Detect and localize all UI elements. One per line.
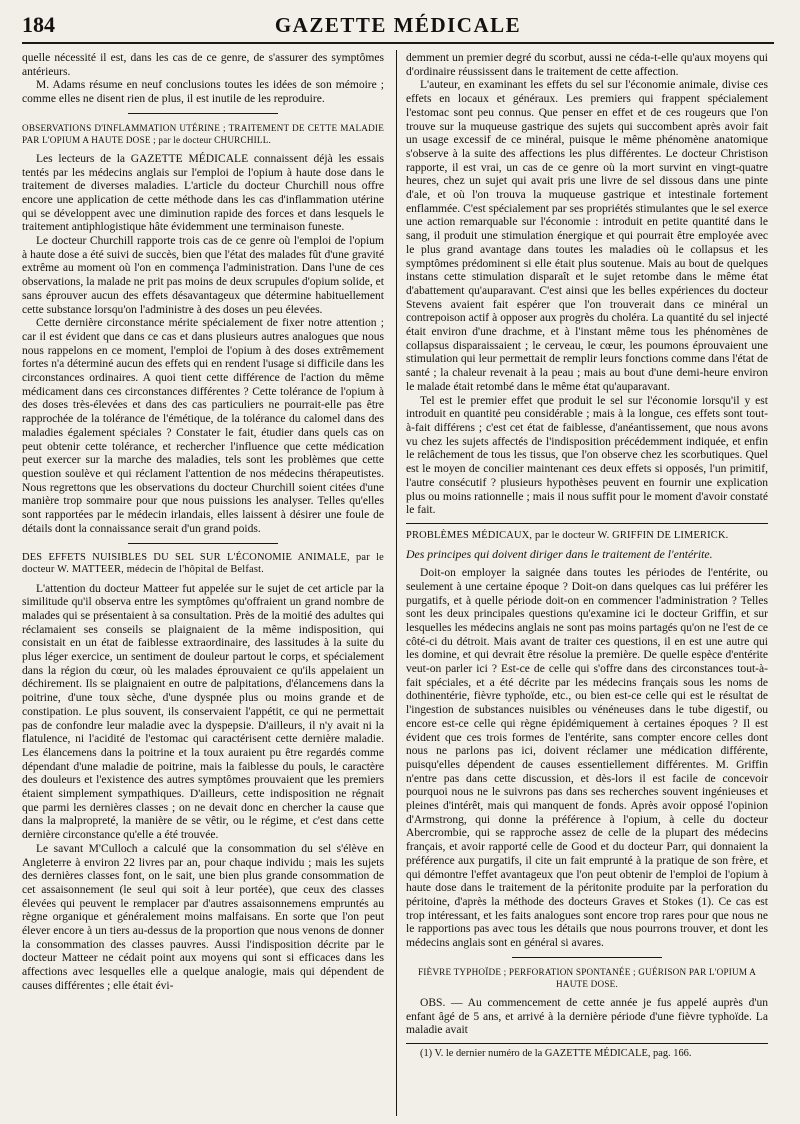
paragraph: L'auteur, en examinant les effets du sel sur l'économie animale, divise ces effets en locaux et généraux. Les premiers qui frappent spécialement l'estomac sont peu connus. Que penser en effet et de ces rougeurs que l'on trouve sur la muqueuse gastrique des sujets qui succombent après avoir fait un usage excessif de ce minéral, puisque le même phénomène anatomique s'observe à la suite des affections les plus différentes. Le docteur Christison rapporte, il est vrai, un cas de ce genre où la mort survint en vingt-quatre heures, chez un sujet qui avait pris une livre de sel dissous dans une pinte d'ale, et où l'on trouva la muqueuse gastrique et intestinale fortement enflammée. C'est spécialement par ses propriétés stimulantes que le sel exerce une action remarquable sur l'économie : introduit en petite quantité dans le sang, il produit une stimulation énergique et qui pourrait être employée avec le plus grand avantage dans toutes les maladies où le collapsus et les symptômes prédominent si elle était plus soutenue. Mais au bout de quelques instans cette stimulation disparaît et le sujet retombe dans le même état d'abattement qu'auparavant. C'est ainsi que les belles expériences du docteur Stevens avaient fait espérer que l'on trouverait dans ce minéral un contrepoison actif à opposer aux progrès du choléra. La quantité du sel injecté était environ d'une drachme, et à l'instant même tous les phénomènes de collapsus disparaissaient ; le cerveau, le cœur, les poumons éprouvaient une stimulation qui leur permettait de remplir leurs fonctions comme dans l'état de santé ; la chaleur revenait à la peau ; mais au bout d'une demi-heure environ le malade était retombé dans le même état qu'auparavant.: [406, 79, 768, 393]
left-column: [22, 52, 384, 1114]
paragraph: Doit-on employer la saignée dans toutes les périodes de l'entérite, ou seulement à une certaine époque ? Doit-on dans quelques cas lui préférer les purgatifs, et à quelle période doit-on en commencer l'administration ? Telles sont les deux principales questions qu'examine ici le docteur Griffin, et sur lesquelles les médecins anglais ne sont pas moins partagés qu'on ne l'est de ce côté-ci du détroit. Mais avant de traiter ces questions, il en est une autre qui les domine, et qui devrait être résolue la première. De quelle espèce d'entérite veut-on parler ici ? Est-ce de celle qui s'offre dans des circonstances tout-à-fait spéciales, et a été décrite par les médecins français sous les noms de dothinentérie, fièvre typhoïde, etc., ou bien est-ce celle qui est le résultat de l'ingestion de substances nuisibles ou vénéneuses dans le tube digestif, ou encore est-ce celle qui règne épidémiquement à certaines époques ? Il est évident que ces trois formes de l'entérite, sans compter encore celles dont nous ne parlons pas ici, doivent réclamer une médication différente, puisqu'elles dépendent de causes essentiellement différentes. M. Griffin n'entre pas dans cette discussion, et dès-lors il est facile de concevoir pourquoi nous ne le suivrons pas dans ses recherches souvent ingénieuses et pleines d'intérêt, mais qui manquent de fonds. Après avoir opposé l'opinion d'Armstrong, qui donne la préférence à l'opium, à celle du docteur Abercrombie, qui se rapproche assez de celle de la plupart des médecins français, et avoir rapporté celle de Good et du docteur Parr, qui donnaient la préférence aux purgatifs, il cite un fait emprunté à la pratique de son frère, et qui démontre l'effet avantageux que l'on peut obtenir de l'emploi de l'opium à haute dose dans le traitement de la péritonite produite par la perforation du péritoine, d'après la méthode des docteurs Graves et Stokes (1). Ce cas est trop intéressant, et les faits analogues sont encore trop rares pour que nous ne le rapportions pas avec tous les détails que nous pourrons trouver, et dont les médecins anglais sont en général si avares.: [406, 567, 768, 950]
paragraph: OBS. — Au commencement de cette année je fus appelé auprès d'un enfant âgé de 5 ans, et arrivé à la dernière période d'une fièvre typhoïde. La maladie avait: [406, 996, 768, 1037]
paragraph: M. Adams résume en neuf conclusions toutes les idées de son mémoire ; comme elles ne disent rien de plus, il est inutile de les reproduire.: [22, 79, 384, 106]
paragraph: demment un premier degré du scorbut, aussi ne céda-t-elle qu'aux moyens qui d'ordinaire réussissent dans le traitement de cette affection.: [406, 52, 768, 78]
paragraph: Le docteur Churchill rapporte trois cas de ce genre où l'emploi de l'opium à haute dose a été suivi de succès, bien que l'état des malades fût d'une gravité extrême au moment où l'on en commença l'administration. Dans l'une de ces observations, la malade ne prit pas moins de deux scrupules d'opium solide, et sans éprouver aucun des effets désavantageux que détermine habituellement cette substance lorsqu'on l'administre à des doses un peu élevées.: [22, 235, 384, 316]
paragraph: Cette dernière circonstance mérite spécialement de fixer notre attention ; car il est évident que dans ce cas et dans plusieurs autres analogues que nous nous rappelons en ce moment, l'emploi de l'opium à des doses extrêmement fortes n'a déterminé aucun des effets qui en rendent l'usage si difficile dans les circonstances ordinaires. A quoi tient cette différence de l'action du même médicament dans ces circonstances différentes ? Cette tolérance de l'opium à des doses très-élevées et dans des cas particuliers ne pourrait-elle pas être rapprochée de la tolérance de l'émétique, de la tolérance du calomel dans des maladies également spéciales ? Constater le fait, étudier dans quels cas on peut obtenir cette tolérance, et rechercher l'influence que cette médication peut exercer sur la marche des maladies, tels sont les problèmes que cette question soulève et qui réclament l'attention de nos médecins thérapeutistes. Nous regrettons que les observations du docteur Churchill soient citées d'une manière trop sommaire pour que nous puissions les analyser. Telles qu'elles sont rapportées par le médecin irlandais, elles laissent à désirer une foule de détails dont la connaissance serait d'un grand poids.: [22, 317, 384, 535]
section-title-matteer: DES EFFETS NUISIBLES DU SEL SUR L'ÉCONOMIE ANIMALE, par le docteur W. MATTEER, médecin de l'hôpital de Belfast.: [22, 551, 384, 575]
section-separator: [512, 957, 662, 958]
right-column: [406, 52, 768, 1114]
paragraph: L'attention du docteur Matteer fut appelée sur le sujet de cet article par la similitude qu'il observa entre les symptômes qu'offraient un grand nombre de malades qui se présentaient à sa consultation. Près de la moitié des adultes qui réclamaient ses conseils se plaignaient de la même indisposition, qui consistait en un état de faiblesse extraordinaire, des lassitudes à la suite du plus léger exercice, un sentiment de douleur partout le corps, et spécialement dans la région du cœur, où les malades éprouvaient ce qu'ils appelaient un déchirement. Ils se plaignaient en outre de palpitations, d'élancemens dans la poitrine, d'une toux sèche, d'une dyspnée plus ou moins grande et de constipation. Le plus souvent, ils conservaient l'appétit, ce qui ne permettait pas de confondre leur maladie avec la dyspepsie. D'ailleurs, il n'y avait ni la flatulence, ni l'acidité de l'estomac qui caractérisent cette dernière maladie. Les élancemens dans la poitrine et la toux auraient pu être regardés comme dépendant d'une maladie de poitrine, mais la faiblesse du pouls, le caractère des douleurs et l'existence des autres symptômes prouvaient que les premiers étaient simplement sympathiques. D'ailleurs, cette indisposition ne régnait que parmi les dernières classes ; on ne devait donc en chercher la cause que dans la malpropreté, la manière de se vêtir, ou le régime, et c'est dans cette dernière circonstance qu'elle a été trouvée.: [22, 582, 384, 842]
section-separator: [128, 543, 278, 544]
paragraph: Les lecteurs de la GAZETTE MÉDICALE connaissent déjà les essais tentés par les médecins anglais sur l'emploi de l'opium à haute dose dans le traitement de diverses maladies. L'article du docteur Churchill nous offre encore une application de cette méthode dans les cas d'inflammation utérine qui se développent avec une diminution rapide des forces et dans lesquels le traitement antiphlogistique hâte évidemment une terminaison funeste.: [22, 152, 384, 234]
footnote: (1) V. le dernier numéro de la GAZETTE MÉDICALE, pag. 166.: [420, 1047, 692, 1059]
page-number: 184: [22, 12, 55, 37]
header-rule: [22, 42, 774, 44]
section-separator: [406, 523, 768, 524]
section-separator: [128, 113, 278, 114]
section-title-griffin: PROBLÈMES MÉDICAUX, par le docteur W. GRIFFIN DE LIMERICK.: [406, 529, 729, 541]
paragraph: quelle nécessité il est, dans les cas de ce genre, de s'assurer des symptômes antérieurs.: [22, 52, 384, 78]
newspaper-page: [22, 6, 774, 1118]
page-header: [22, 6, 774, 38]
footnote-rule: [406, 1043, 768, 1044]
paragraph: Le savant M'Culloch a calculé que la consommation du sel s'élève en Angleterre à environ 22 livres par an, pour chaque individu ; mais les sujets des dernières classes font, on le sait, une bien plus grande consommation de cet assaisonnement (le seul qui soit à leur portée), que ceux des classes élevées qui peuvent le remplacer par d'autres assaisonnemens empruntés au règne organique et généralement moins malfaisans. En sorte que l'on peut élever encore à un tiers au-dessus de la proportion que nous venons de donner la consommation des classes pauvres. Aussi l'indisposition décrite par le docteur Matteer ne cédait point aux moyens qui sont si efficaces dans les affections avec lesquelles elle a quelque analogie, mais qui dépendent de causes différentes ; elle était évi-: [22, 842, 384, 992]
section-subtitle-enterite: Des principes qui doivent diriger dans le traitement de l'entérite.: [406, 547, 713, 562]
paragraph: Tel est le premier effet que produit le sel sur l'économie lorsqu'il y est introduit en quantité peu considérable ; mais à la longue, ces effets sont tout-à-fait différens ; c'est cet état de faiblesse, d'anéantissement, que nous avons vu chez les sujets affectés de l'indisposition précédemment indiquée, et enfin le relâchement de tous les tissus, que l'on observe chez les scorbutiques. Quel est le moyen de concilier maintenant ces deux effets si opposés, l'un primitif, l'autre consécutif ? plusieurs hypothèses peuvent en fournir une explication plus ou moins rationnelle ; mais il nous suffit pour le moment d'avoir constaté le fait.: [406, 394, 768, 517]
section-title-fievre-typhoide: FIÈVRE TYPHOÏDE ; PERFORATION SPONTANÉE ; GUÉRISON PAR L'OPIUM A HAUTE DOSE.: [417, 966, 757, 990]
column-divider: [396, 50, 397, 1116]
running-title: GAZETTE MÉDICALE: [274, 13, 522, 37]
section-title-churchill: OBSERVATIONS D'INFLAMMATION UTÉRINE ; TRAITEMENT DE CETTE MALADIE PAR L'OPIUM A HAUTE DOSE ; par le docteur CHURCHILL.: [22, 122, 384, 146]
